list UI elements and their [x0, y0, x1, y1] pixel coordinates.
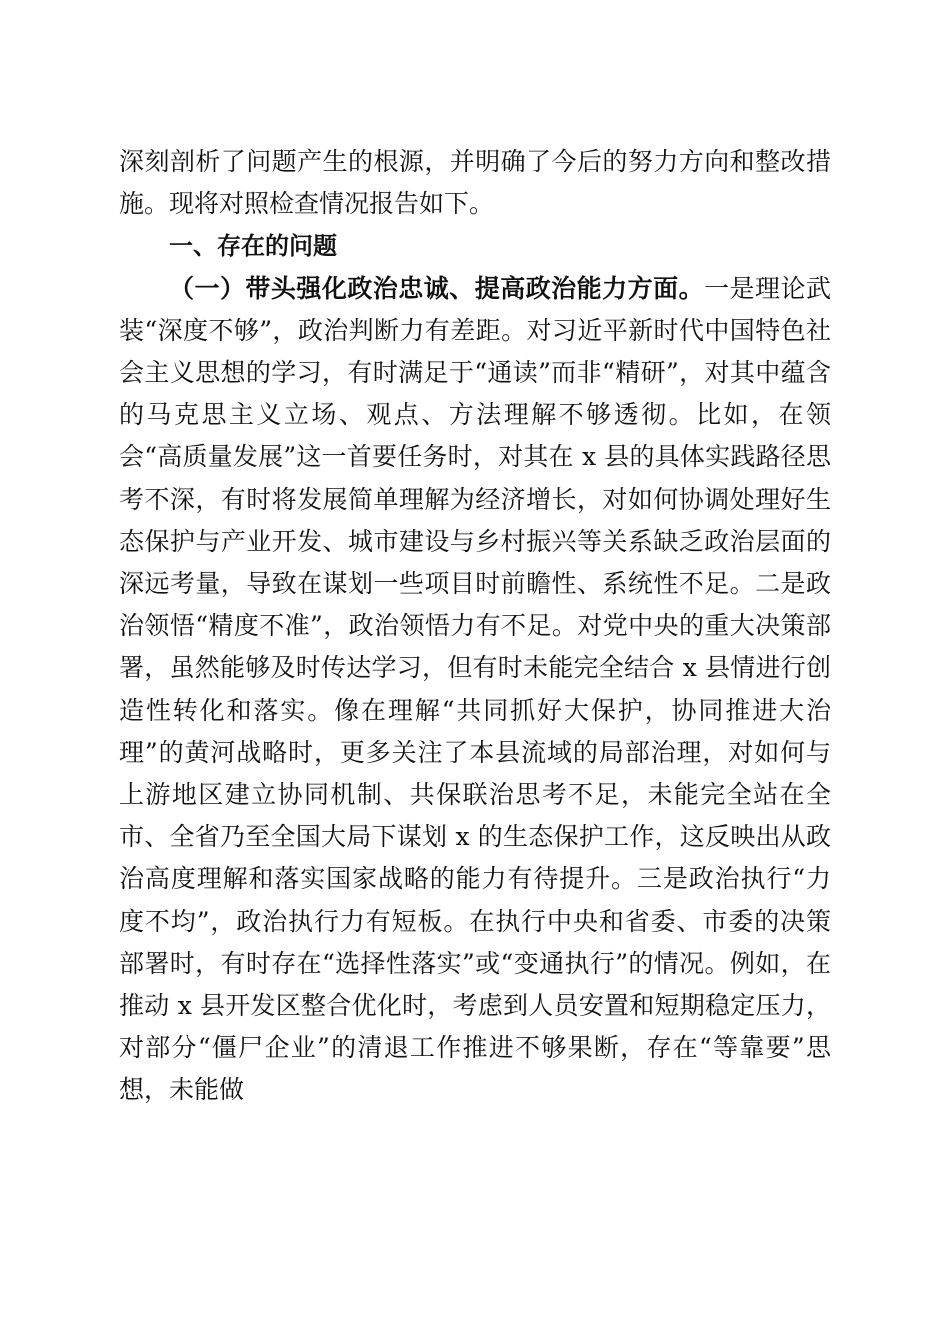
- document-body: [119, 141, 831, 1112]
- subsection-body: 一是理论武装“深度不够”，政治判断力有差距。对习近平新时代中国特色社会主义思想的学习，有时满足于“通读”而非“精研”，对其中蕴含的马克思主义立场、观点、方法理解不够透彻。比如，在领会“高质量发展”这一首要任务时，对其在 x 县的具体实践路径思考不深，有时将发展简单理解为经济增长，对如何协调处理好生态保护与产业开发、城市建设与乡村振兴等关系缺乏政治层面的深远考量，导致在谋划一些项目时前瞻性、系统性不足。二是政治领悟“精度不准”，政治领悟力有不足。对党中央的重大决策部署，虽然能够及时传达学习，但有时未能完全结合 x 县情进行创造性转化和落实。像在理解“共同抓好大保护，协同推进大治理”的黄河战略时，更多关注了本县流域的局部治理，对如何与上游地区建立协同机制、共保联治思考不足，未能完全站在全市、全省乃至全国大局下谋划 x 的生态保护工作，这反映出从政治高度理解和落实国家战略的能力有待提升。三是政治执行“力度不均”，政治执行力有短板。在执行中央和省委、市委的决策部署时，有时存在“选择性落实”或“变通执行”的情况。例如，在推动 x 县开发区整合优化时，考虑到人员安置和短期稳定压力，对部分“僵尸企业”的清退工作推进不够果断，存在“等靠要”思想，未能做: [119, 273, 831, 1105]
- section-heading: 一、存在的问题: [169, 232, 337, 261]
- subsection-heading: （一）带头强化政治忠诚、提高政治能力方面。: [169, 273, 705, 303]
- subsection-paragraph: [119, 268, 831, 1112]
- intro-paragraph: 深刻剖析了问题产生的根源，并明确了今后的努力方向和整改措施。现将对照检查情况报告如下。: [119, 147, 831, 219]
